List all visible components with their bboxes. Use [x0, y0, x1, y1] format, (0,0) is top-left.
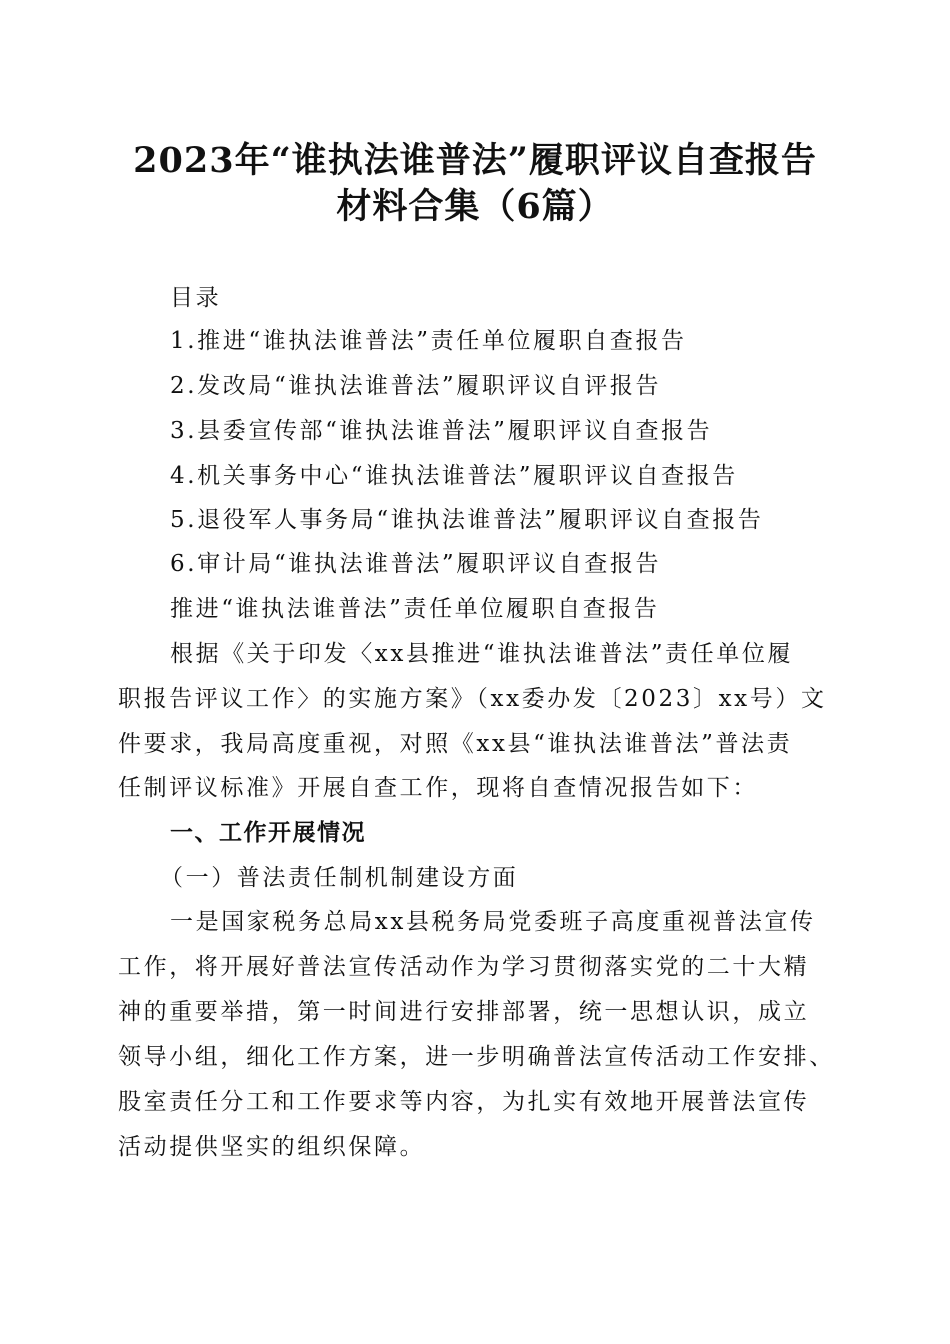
- toc-item: 2.发改局“谁执法谁普法”履职评议自评报告: [170, 373, 662, 399]
- paragraph-line: 工作，将开展好普法宣传活动作为学习贯彻落实党的二十大精: [118, 954, 810, 980]
- intro-line: 职报告评议工作〉的实施方案》（xx委办发〔2023〕xx号）文: [118, 686, 827, 712]
- toc-item: 4.机关事务中心“谁执法谁普法”履职评议自查报告: [170, 463, 738, 489]
- intro-line: 任制评议标准》开展自查工作，现将自查情况报告如下：: [118, 775, 758, 801]
- article-title: 推进“谁执法谁普法”责任单位履职自查报告: [170, 596, 660, 622]
- toc-item: 1.推进“谁执法谁普法”责任单位履职自查报告: [170, 328, 687, 354]
- subsection-heading: （一）普法责任制机制建设方面: [160, 865, 519, 891]
- toc-item: 3.县委宣传部“谁执法谁普法”履职评议自查报告: [170, 418, 713, 444]
- paragraph-line: 神的重要举措，第一时间进行安排部署，统一思想认识，成立: [118, 999, 810, 1025]
- document-title-line-1: 2023年“谁执法谁普法”履职评议自查报告: [133, 140, 817, 181]
- paragraph-line: 一是国家税务总局xx县税务局党委班子高度重视普法宣传: [170, 909, 816, 935]
- toc-item: 5.退役军人事务局“谁执法谁普法”履职评议自查报告: [170, 507, 764, 533]
- toc-item: 6.审计局“谁执法谁普法”履职评议自查报告: [170, 551, 662, 577]
- intro-line: 件要求，我局高度重视，对照《xx县“谁执法谁普法”普法责: [118, 731, 793, 757]
- section-heading: 一、工作开展情况: [170, 820, 366, 846]
- paragraph-line: 领导小组，细化工作方案，进一步明确普法宣传活动工作安排、: [118, 1044, 835, 1070]
- paragraph-line: 活动提供坚实的组织保障。: [118, 1134, 426, 1160]
- intro-line: 根据《关于印发〈xx县推进“谁执法谁普法”责任单位履: [170, 641, 794, 667]
- document-title-line-2: 材料合集（6篇）: [336, 186, 614, 227]
- paragraph-line: 股室责任分工和工作要求等内容，为扎实有效地开展普法宣传: [118, 1089, 810, 1115]
- toc-label: 目录: [170, 285, 222, 311]
